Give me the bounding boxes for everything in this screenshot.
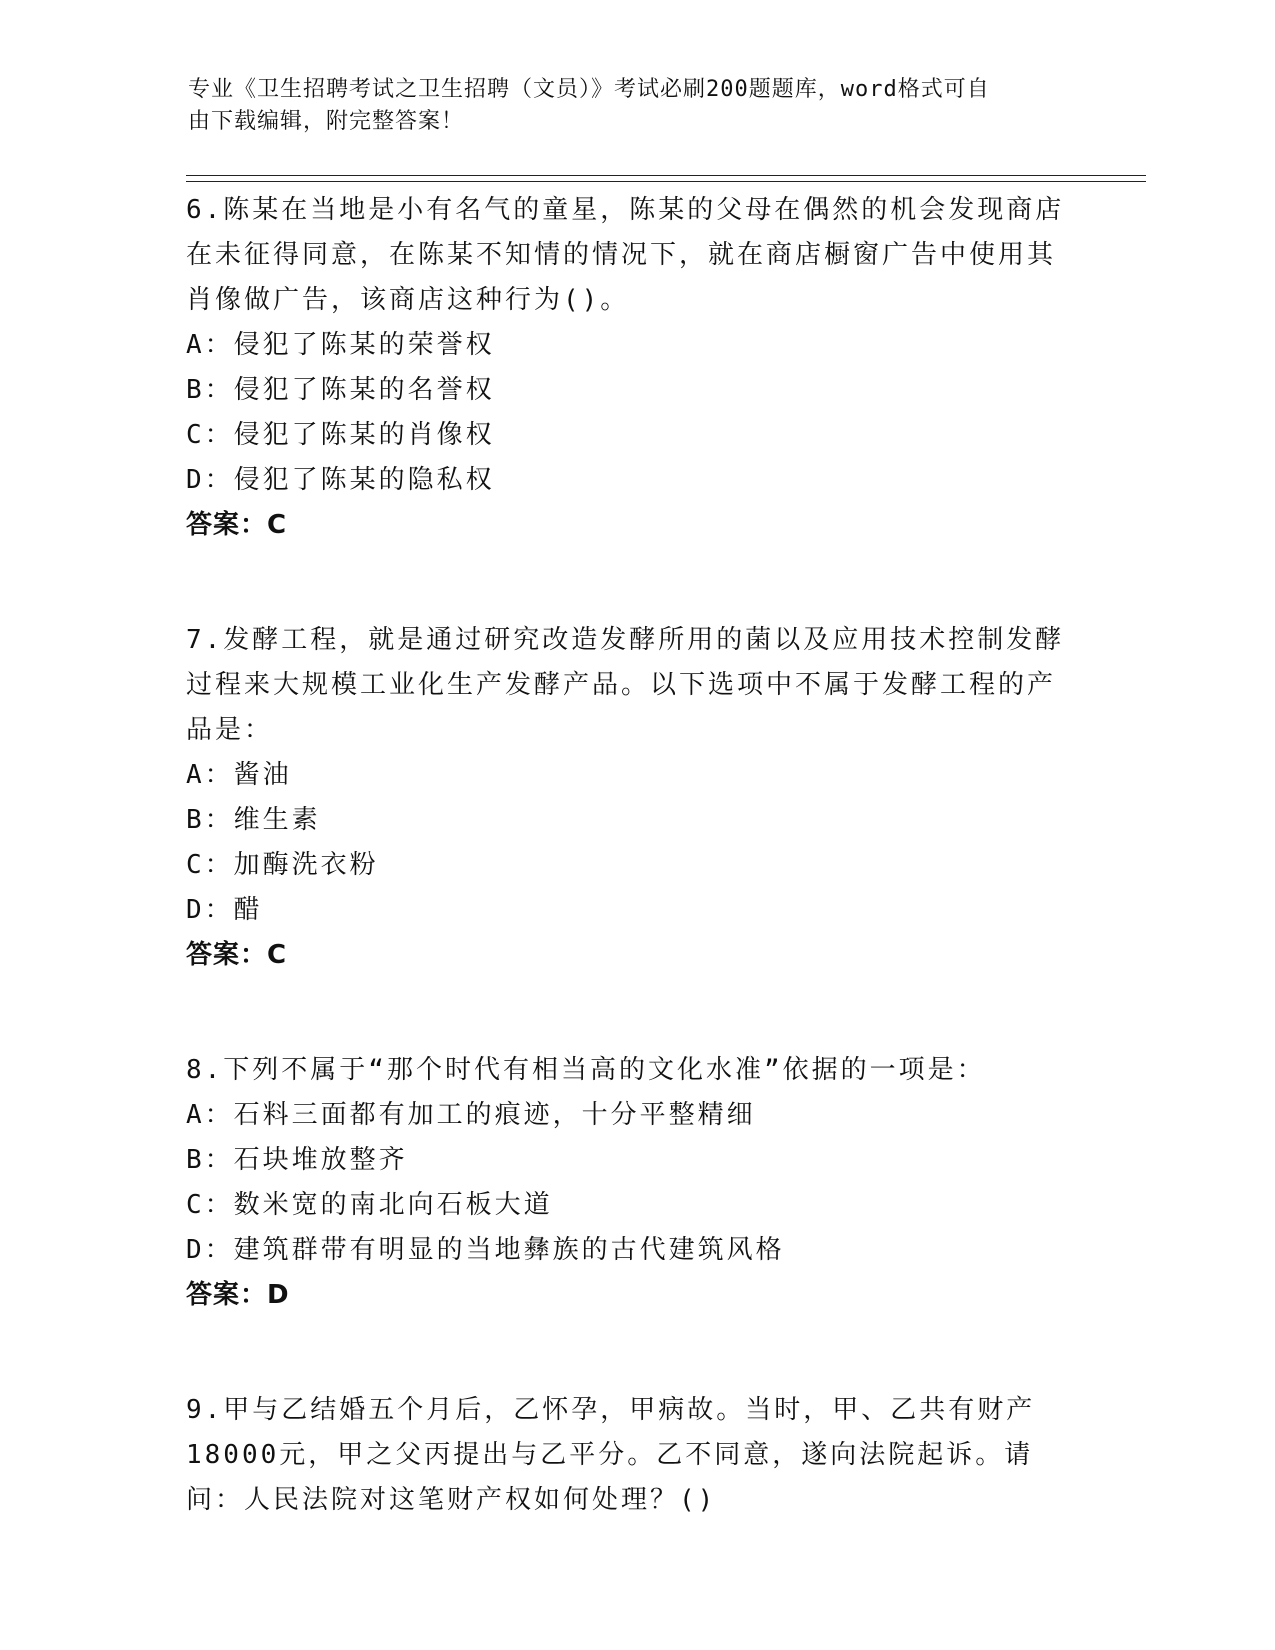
question-spacer bbox=[186, 978, 1076, 1048]
document-header bbox=[188, 74, 1068, 138]
option-b: B：侵犯了陈某的名誉权 bbox=[186, 375, 495, 405]
question-8 bbox=[186, 1048, 1076, 1318]
header-divider-top bbox=[186, 175, 1146, 176]
option-c: C：数米宽的南北向石板大道 bbox=[186, 1190, 553, 1220]
question-7 bbox=[186, 618, 1076, 978]
option-c: C：加酶洗衣粉 bbox=[186, 850, 379, 880]
option-b: B：石块堆放整齐 bbox=[186, 1145, 408, 1175]
question-list bbox=[186, 188, 1076, 1523]
answer-label: 答案：D bbox=[186, 1280, 290, 1310]
question-text: 8.下列不属于“那个时代有相当高的文化水准”依据的一项是： bbox=[186, 1055, 986, 1085]
option-c: C：侵犯了陈某的肖像权 bbox=[186, 420, 495, 450]
option-d: D：建筑群带有明显的当地彝族的古代建筑风格 bbox=[186, 1235, 785, 1265]
header-line-2: 由下载编辑，附完整答案！ bbox=[188, 109, 465, 134]
question-spacer bbox=[186, 548, 1076, 618]
question-text: 7.发酵工程，就是通过研究改造发酵所用的菌以及应用技术控制发酵过程来大规模工业化生产发酵产品。以下选项中不属于发酵工程的产品是： bbox=[186, 625, 1065, 745]
answer-label: 答案：C bbox=[186, 510, 288, 540]
option-a: A：酱油 bbox=[186, 760, 292, 790]
question-text: 6.陈某在当地是小有名气的童星，陈某的父母在偶然的机会发现商店在未征得同意，在陈某不知情的情况下，就在商店橱窗广告中使用其肖像做广告，该商店这种行为()。 bbox=[186, 195, 1065, 315]
header-divider-bottom bbox=[186, 181, 1146, 182]
option-a: A：石料三面都有加工的痕迹，十分平整精细 bbox=[186, 1100, 756, 1130]
answer-label: 答案：C bbox=[186, 940, 288, 970]
option-a: A：侵犯了陈某的荣誉权 bbox=[186, 330, 495, 360]
option-d: D：醋 bbox=[186, 895, 263, 925]
question-spacer bbox=[186, 1318, 1076, 1388]
question-text: 9.甲与乙结婚五个月后，乙怀孕，甲病故。当时，甲、乙共有财产18000元，甲之父丙提出与乙平分。乙不同意，遂向法院起诉。请问：人民法院对这笔财产权如何处理？() bbox=[186, 1395, 1036, 1515]
question-6 bbox=[186, 188, 1076, 548]
question-9 bbox=[186, 1388, 1076, 1523]
option-b: B：维生素 bbox=[186, 805, 321, 835]
header-line-1: 专业《卫生招聘考试之卫生招聘（文员）》考试必刷200题题库，word格式可自 bbox=[188, 77, 990, 102]
option-d: D：侵犯了陈某的隐私权 bbox=[186, 465, 495, 495]
